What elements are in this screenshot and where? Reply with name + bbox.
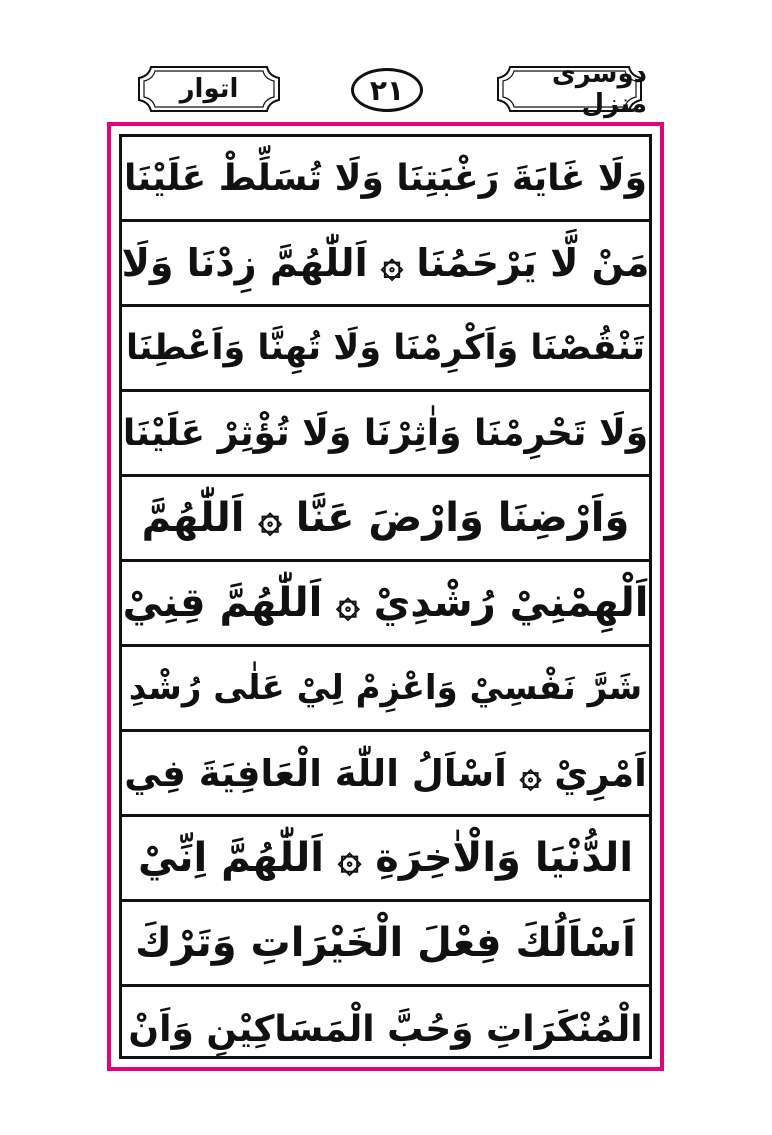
day-label: اتوار xyxy=(179,74,239,104)
manzil-label: دوسری منزل xyxy=(551,59,647,119)
page-number: ۲۱ xyxy=(351,68,423,112)
day-label-box xyxy=(133,64,285,114)
text-line: وَلَا غَايَةَ رَغْبَتِنَا وَلَا تُسَلِّطْ عَلَيْنَا xyxy=(122,137,649,222)
text-line: اَسْاَلُكَ فِعْلَ الْخَيْرَاتِ وَتَرْكَ xyxy=(122,902,649,987)
manzil-label-box xyxy=(492,59,647,119)
text-line: شَرَّ نَفْسِيْ وَاعْزِمْ لِيْ عَلٰى رُشْدِ xyxy=(122,647,649,732)
text-line: الْمُنْكَرَاتِ وَحُبَّ الْمَسَاكِيْنِ وَاَنْ xyxy=(128,1009,643,1050)
text-line: الدُّنْيَا وَالْاٰخِرَةِ ۞ اَللّٰهُمَّ اِنِّيْ xyxy=(122,817,649,902)
text-line: مَنْ لَّا يَرْحَمُنَا ۞ اَللّٰهُمَّ زِدْنَا وَلَا xyxy=(122,222,649,307)
text-frame xyxy=(107,122,664,1071)
text-line: تَنْقُصْنَا وَاَكْرِمْنَا وَلَا تُهِنَّا وَاَعْطِنَا xyxy=(122,307,649,392)
text-line: وَاَرْضِنَا وَارْضَ عَنَّا ۞ اَللّٰهُمَّ xyxy=(122,477,649,562)
text-block xyxy=(119,134,652,1059)
text-line: وَلَا تَحْرِمْنَا وَاٰثِرْنَا وَلَا تُؤْثِرْ عَلَيْنَا xyxy=(122,392,649,477)
text-line: اَلْهِمْنِيْ رُشْدِيْ ۞ اَللّٰهُمَّ قِنِيْ xyxy=(122,562,649,647)
page-header xyxy=(0,0,772,120)
text-line: اَمْرِيْ ۞ اَسْاَلُ اللّٰهَ الْعَافِيَةَ فِي xyxy=(122,732,649,817)
